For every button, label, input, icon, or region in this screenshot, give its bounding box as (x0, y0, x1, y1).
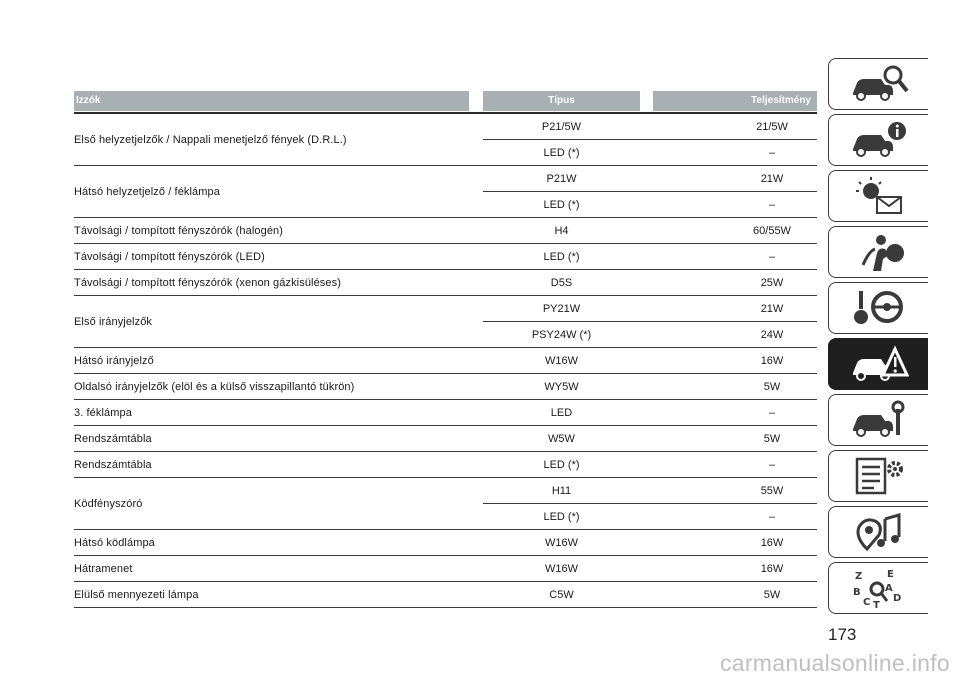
bulb-specs (483, 166, 817, 217)
bulb-name: Első irányjelzők (74, 315, 153, 328)
bulb-power: 16W (760, 354, 784, 367)
table-row (74, 452, 817, 478)
bulb-specs (483, 296, 817, 347)
spec-line (483, 244, 817, 269)
header-name: Izzók (74, 91, 469, 111)
table-row (74, 114, 817, 166)
bulb-power: – (768, 250, 776, 263)
tab-starting-driving[interactable] (828, 282, 928, 334)
table-row (74, 166, 817, 218)
bulb-power: – (768, 198, 776, 211)
bulb-power: – (768, 510, 776, 523)
spec-line (483, 582, 817, 607)
tab-multimedia[interactable] (828, 506, 928, 558)
spec-line (483, 218, 817, 243)
bulb-specs (483, 244, 817, 269)
tab-car-info[interactable] (828, 114, 928, 166)
svg-text:E: E (886, 569, 894, 580)
bulb-name: Hátsó helyzetjelző / féklámpa (74, 185, 220, 198)
table-row (74, 556, 817, 582)
spec-line (483, 556, 817, 581)
svg-text:B: B (852, 587, 861, 598)
spec-line (483, 374, 817, 399)
header-type: Típus (483, 91, 640, 111)
bulb-name: Oldalsó irányjelzők (elöl és a külső visszapillantó tükrön) (74, 380, 355, 393)
bulb-name: Távolsági / tompított fényszórók (LED) (74, 250, 265, 263)
table-row (74, 400, 817, 426)
bulb-name: Rendszámtábla (74, 458, 152, 471)
tab-warning-lights[interactable] (828, 170, 928, 222)
table-row (74, 348, 817, 374)
bulb-type: D5S (550, 276, 573, 289)
bulb-type: LED (*) (543, 146, 580, 159)
bulb-name: Hátramenet (74, 562, 133, 575)
bulb-type: H4 (554, 224, 569, 237)
spec-line (483, 478, 817, 503)
car-search-icon (849, 63, 909, 105)
bulb-name: Távolsági / tompított fényszórók (halogén) (74, 224, 284, 237)
header-power: Teljesítmény (653, 91, 817, 111)
tab-index[interactable] (828, 562, 928, 614)
tab-safety[interactable] (828, 226, 928, 278)
bulb-type: H11 (551, 484, 572, 497)
bulb-name: Hátsó ködlámpa (74, 536, 155, 549)
spec-line (483, 191, 817, 217)
spec-line (483, 296, 817, 321)
svg-text:Z: Z (854, 571, 862, 582)
car-breakdown-warning-icon (849, 343, 909, 385)
bulb-type: LED (*) (543, 458, 580, 471)
bulb-name: Elülső mennyezeti lámpa (74, 588, 199, 601)
bulb-power: 55W (760, 484, 784, 497)
svg-text:D: D (892, 593, 901, 604)
car-wrench-icon (849, 399, 909, 441)
bulb-power: – (768, 146, 776, 159)
watermark: carmanualsonline.info (719, 650, 950, 676)
spec-line (483, 114, 817, 139)
spec-line (483, 426, 817, 451)
bulb-power: – (768, 458, 776, 471)
spec-line (483, 270, 817, 295)
bulb-name: Rendszámtábla (74, 432, 152, 445)
bulb-specs (483, 530, 817, 555)
bulb-specs (483, 400, 817, 425)
bulb-power: 5W (763, 432, 781, 445)
spec-line (483, 530, 817, 555)
table-row (74, 530, 817, 556)
bulb-type: WY5W (544, 380, 579, 393)
table-row (74, 218, 817, 244)
spec-line (483, 139, 817, 165)
spec-line (483, 166, 817, 191)
table-row (74, 244, 817, 270)
warning-light-mail-icon (849, 175, 909, 217)
bulb-type: C5W (549, 588, 574, 601)
bulb-power: 5W (763, 380, 781, 393)
bulb-name: Első helyzetjelzők / Nappali menetjelző fények (D.R.L.) (74, 133, 347, 146)
bulb-specs (483, 114, 817, 165)
bulb-power: 21/5W (756, 120, 788, 133)
bulb-type: PSY24W (*) (531, 328, 592, 341)
table-row (74, 296, 817, 348)
page-number: 173 (828, 625, 857, 644)
bulb-name: 3. féklámpa (74, 406, 132, 419)
bulb-name: Távolsági / tompított fényszórók (xenon gázkisüléses) (74, 276, 341, 289)
svg-text:T: T (872, 600, 880, 609)
tab-technical-data[interactable] (828, 450, 928, 502)
bulb-name: Ködfényszóró (74, 497, 143, 510)
table-row (74, 374, 817, 400)
bulb-specs (483, 426, 817, 451)
bulb-power: 24W (760, 328, 784, 341)
steering-wheel-key-icon (849, 287, 909, 329)
airbag-person-icon (849, 231, 909, 273)
spec-line (483, 452, 817, 477)
bulb-power: 25W (760, 276, 784, 289)
bulb-specs (483, 478, 817, 529)
bulb-type: LED (*) (543, 250, 580, 263)
bulb-specs (483, 270, 817, 295)
bulb-type: P21/5W (541, 120, 582, 133)
table-row (74, 426, 817, 452)
bulb-specs (483, 374, 817, 399)
bulb-power: 16W (760, 536, 784, 549)
table-row (74, 478, 817, 530)
alphabetical-index-icon (849, 567, 909, 609)
tab-car-search[interactable] (828, 58, 928, 110)
car-info-icon (849, 119, 909, 161)
spec-line (483, 321, 817, 347)
bulb-specs (483, 348, 817, 373)
spec-line (483, 503, 817, 529)
bulb-power: 16W (760, 562, 784, 575)
spec-line (483, 400, 817, 425)
bulb-power: 5W (763, 588, 781, 601)
table-row (74, 582, 817, 608)
bulb-specs (483, 218, 817, 243)
svg-text:C: C (862, 597, 870, 608)
bulb-type: W16W (545, 562, 578, 575)
tab-maintenance[interactable] (828, 394, 928, 446)
bulb-type: W16W (545, 536, 578, 549)
bulb-type: W5W (548, 432, 575, 445)
bulb-type: LED (*) (543, 198, 580, 211)
bulb-specs (483, 452, 817, 477)
specs-gear-icon (849, 455, 909, 497)
spec-line (483, 348, 817, 373)
bulb-type: P21W (546, 172, 577, 185)
bulb-table (74, 114, 817, 608)
bulb-power: 21W (760, 172, 784, 185)
bulb-power: 60/55W (753, 224, 791, 237)
bulb-type: PY21W (542, 302, 581, 315)
bulb-power: 21W (760, 302, 784, 315)
bulb-type: LED (550, 406, 573, 419)
bulb-type: LED (*) (543, 510, 580, 523)
bulb-specs (483, 582, 817, 607)
svg-text:A: A (884, 583, 893, 594)
bulb-power: – (768, 406, 776, 419)
bulb-name: Hátsó irányjelző (74, 354, 154, 367)
table-row (74, 270, 817, 296)
tab-emergency[interactable] (828, 338, 928, 390)
bulb-specs (483, 556, 817, 581)
bulb-type: W16W (545, 354, 578, 367)
media-navigation-icon (849, 511, 909, 553)
